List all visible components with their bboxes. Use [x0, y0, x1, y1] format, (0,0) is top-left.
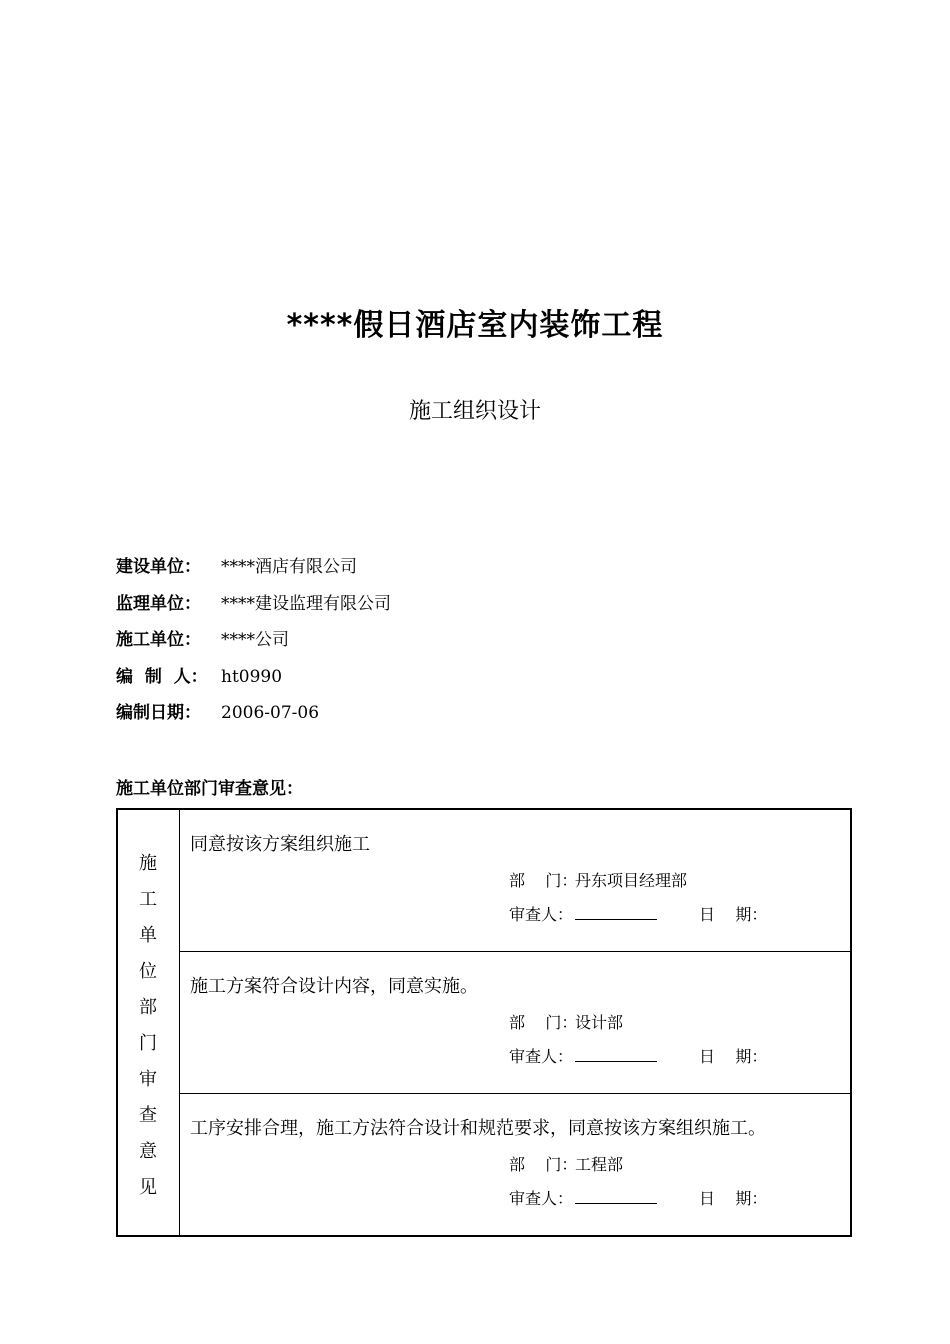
- info-label: 编 制 人：: [116, 666, 208, 687]
- side-char: 查: [139, 1105, 157, 1126]
- project-info: [116, 554, 816, 737]
- document-subtitle: 施工组织设计: [408, 399, 541, 424]
- department-label: 部 门：: [509, 871, 578, 890]
- info-value: ****建设监理有限公司: [221, 593, 391, 614]
- review-opinion: 工序安排合理，施工方法符合设计和规范要求，同意按该方案组织施工。: [190, 1118, 766, 1139]
- review-heading: 施工单位部门审查意见：: [116, 779, 303, 799]
- review-opinion: 施工方案符合设计内容，同意实施。: [190, 976, 478, 997]
- review-table: [116, 808, 852, 1237]
- side-char: 工: [139, 889, 157, 910]
- review-side-label: [118, 846, 178, 1206]
- review-side-column: [118, 810, 180, 1235]
- department-label: 部 门：: [509, 1155, 578, 1174]
- review-row: [180, 952, 850, 1094]
- side-char: 部: [139, 997, 157, 1018]
- review-department: [509, 868, 687, 891]
- review-department: [509, 1152, 623, 1175]
- date-label: 日 期：: [699, 1047, 768, 1066]
- info-row-construction-unit: [116, 554, 816, 591]
- info-row-contractor: [116, 627, 816, 664]
- info-value: ****酒店有限公司: [221, 557, 357, 577]
- department-value: 设计部: [575, 1013, 624, 1032]
- side-char: 审: [139, 1069, 157, 1090]
- info-row-author: [116, 664, 816, 701]
- date-label: 日 期：: [699, 1189, 768, 1208]
- side-char: 位: [139, 961, 157, 982]
- side-char: 施: [139, 853, 157, 874]
- side-char: 单: [139, 925, 157, 946]
- department-value: 工程部: [575, 1155, 624, 1174]
- reviewer-signature-line: [575, 1046, 657, 1062]
- reviewer-signature-line: [575, 1188, 657, 1204]
- info-label: 编制日期：: [116, 703, 201, 724]
- info-value: 2006-07-06: [221, 703, 320, 724]
- info-value: ****公司: [221, 630, 289, 651]
- review-signoff: [509, 902, 767, 925]
- document-title: ****假日酒店室内装饰工程: [286, 308, 664, 343]
- side-char: 意: [139, 1141, 157, 1162]
- reviewer-label: 审查人：: [509, 1189, 574, 1208]
- info-label: 建设单位：: [116, 557, 201, 577]
- review-row: [180, 810, 850, 952]
- review-department: [509, 1010, 623, 1033]
- review-signoff: [509, 1044, 767, 1067]
- review-opinion: 同意按该方案组织施工: [190, 834, 370, 855]
- department-label: 部 门：: [509, 1013, 578, 1032]
- info-row-date: [116, 700, 816, 737]
- review-row: [180, 1094, 850, 1236]
- reviewer-signature-line: [575, 904, 657, 920]
- side-char: 见: [139, 1177, 157, 1198]
- info-row-supervision-unit: [116, 591, 816, 628]
- date-label: 日 期：: [699, 905, 768, 924]
- department-value: 丹东项目经理部: [575, 871, 688, 890]
- side-char: 门: [139, 1033, 157, 1054]
- info-value: ht0990: [221, 666, 283, 687]
- info-label: 施工单位：: [116, 630, 201, 651]
- info-label: 监理单位：: [116, 593, 201, 614]
- review-signoff: [509, 1186, 767, 1209]
- reviewer-label: 审查人：: [509, 905, 574, 924]
- reviewer-label: 审查人：: [509, 1047, 574, 1066]
